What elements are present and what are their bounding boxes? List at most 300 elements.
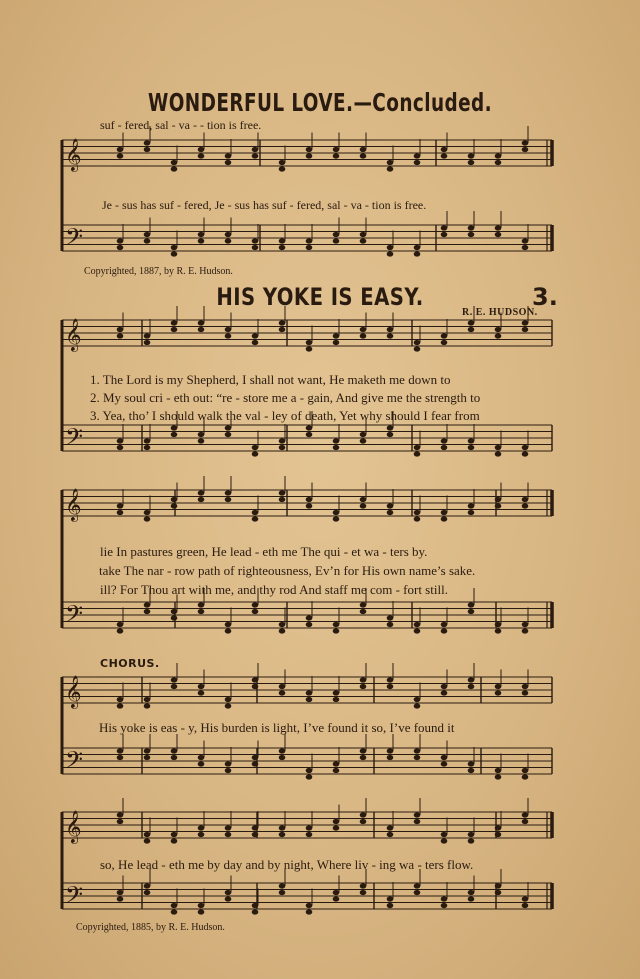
system-1-bass-note	[522, 238, 529, 243]
system-4-bass-note	[279, 755, 286, 760]
system-2-bass-note	[225, 432, 232, 437]
system-2-treble-note	[225, 327, 232, 332]
system-5-bass-note	[225, 890, 232, 895]
system-5-treble-note	[441, 838, 448, 843]
system-4-bass-clef: 𝄢	[65, 746, 84, 779]
system-2-bass-note	[144, 438, 151, 443]
system-3-bass-note	[225, 622, 232, 627]
system-4-bass-note	[144, 748, 151, 753]
system-3-bass-note	[117, 628, 124, 633]
system-5-treble-note	[198, 832, 205, 837]
system-3-bass-note	[171, 615, 178, 620]
system-4-bass-note	[279, 748, 286, 753]
system-4-bass-note	[117, 748, 124, 753]
system-3-bass-note	[279, 622, 286, 627]
system-2-treble-note	[495, 333, 502, 338]
system-2-bass-note	[198, 432, 205, 437]
system-1-treble-note	[522, 147, 529, 152]
system-1-treble-note	[225, 160, 232, 165]
system-3-bass-note	[198, 602, 205, 607]
system-3-bass-note	[279, 628, 286, 633]
system-1-treble-note	[414, 160, 421, 165]
system-2-treble-note	[144, 340, 151, 345]
system-3-treble-note	[414, 510, 421, 515]
system-4-treble-note	[387, 684, 394, 689]
system-5-treble-note	[414, 819, 421, 824]
system-1-treble-note	[441, 153, 448, 158]
system-5-bass-note	[171, 903, 178, 908]
system-3-treble-note	[198, 497, 205, 502]
system-4-bass-note	[387, 748, 394, 753]
verse-1-line-1: 1. The Lord is my Shepherd, I shall not want, He maketh me down to	[90, 372, 451, 387]
system-2-bass-note	[252, 451, 259, 456]
system-5-treble-note	[306, 825, 313, 830]
system-2-treble-note	[441, 333, 448, 338]
system-4-treble-note	[252, 677, 259, 682]
system-1-bass-note	[414, 245, 421, 250]
system-3-treble-note	[225, 490, 232, 495]
system-3-treble-note	[225, 497, 232, 502]
verse-1-line-2: lie In pastures green, He lead - eth me The qui - et wa - ters by.	[100, 544, 428, 559]
system-1-treble-note	[468, 160, 475, 165]
system-4-treble-note	[522, 690, 529, 695]
system-5-treble-note	[387, 832, 394, 837]
system-5-bass-note	[414, 890, 421, 895]
system-2-bass-note	[522, 445, 529, 450]
system-2-treble-note	[171, 327, 178, 332]
system-3-bass-note	[387, 615, 394, 620]
system-3-bass-note	[198, 609, 205, 614]
system-5-bass-note	[252, 909, 259, 914]
system-2-bass-note	[414, 445, 421, 450]
system-3-treble-note	[333, 516, 340, 521]
system-1-treble-note	[360, 147, 367, 152]
system-3-bass-note	[306, 622, 313, 627]
system-4-treble-note	[333, 697, 340, 702]
system-4-bass-note	[468, 768, 475, 773]
system-4-treble-note	[171, 684, 178, 689]
system-2-treble-note	[279, 327, 286, 332]
system-2-bass-note	[441, 438, 448, 443]
system-4-bass-note	[225, 768, 232, 773]
system-5-bass-note	[522, 903, 529, 908]
system-1-bass-note	[495, 232, 502, 237]
system-2-treble-note	[117, 333, 124, 338]
system-5-bass-note	[279, 883, 286, 888]
system-3-bass-note	[252, 602, 259, 607]
system-4-bass-note	[495, 774, 502, 779]
system-5-treble-note	[252, 825, 259, 830]
system-4-bass-note	[144, 755, 151, 760]
system-1-treble-note	[495, 153, 502, 158]
system-5-bass-note	[225, 896, 232, 901]
system-3-bass-note	[495, 622, 502, 627]
system-1-treble-note	[225, 153, 232, 158]
system-1-bass-note	[279, 245, 286, 250]
system-1-bass-note	[171, 245, 178, 250]
system-1-bass-note	[171, 251, 178, 256]
system-2-treble-note	[225, 333, 232, 338]
system-5-bass-note	[117, 890, 124, 895]
system-5-treble-note	[279, 825, 286, 830]
system-3-bass-note	[387, 622, 394, 627]
system-3-bass-note	[252, 609, 259, 614]
system-2-treble-clef: 𝄞	[65, 318, 82, 351]
system-3-bass-note	[225, 628, 232, 633]
system-2-bass-note	[333, 438, 340, 443]
chorus-label: CHORUS.	[100, 657, 160, 670]
system-3-treble-note	[495, 497, 502, 502]
system-3-treble-note	[360, 497, 367, 502]
system-2-treble-note	[117, 327, 124, 332]
system-1-bass-note	[279, 238, 286, 243]
system-3-bass-note	[495, 628, 502, 633]
system-3-bass-clef: 𝄢	[65, 600, 84, 633]
system-1-bass-note	[333, 238, 340, 243]
system-3-treble-clef: 𝄞	[65, 488, 82, 521]
system-2-bass-note	[468, 438, 475, 443]
system-2-bass-note	[522, 451, 529, 456]
system-4-bass-note	[360, 748, 367, 753]
verse-2-line-2: take The nar - row path of righteousness, Ev’n for His own name’s sake.	[99, 563, 476, 578]
system-3-treble-note	[171, 503, 178, 508]
system-1-treble-note	[144, 140, 151, 145]
system-1-treble-note	[333, 153, 340, 158]
hymn-number: 3.	[532, 283, 558, 311]
system-4-treble-note	[306, 697, 313, 702]
system-4-treble-note	[441, 690, 448, 695]
system-4-bass-note	[360, 755, 367, 760]
verse-2-line-1: 2. My soul cri - eth out: “re - store me a - gain, And give me the strength to	[90, 390, 481, 405]
lyric-line-top: suf - fered, sal - va - - tion is free.	[100, 118, 262, 132]
system-5-bass-note	[360, 883, 367, 888]
system-2-treble-note	[495, 327, 502, 332]
system-5-treble-note	[144, 838, 151, 843]
verse-3-line-1: 3. Yea, tho’ I should walk the val - ley of death, Yet why should I fear from	[90, 408, 480, 423]
system-5-treble-note	[495, 825, 502, 830]
system-5-treble-note	[333, 825, 340, 830]
system-4-treble-note	[414, 703, 421, 708]
system-2-bass-note	[333, 445, 340, 450]
system-1-treble-note	[495, 160, 502, 165]
system-2-treble-note	[414, 340, 421, 345]
system-1-bass-note	[441, 225, 448, 230]
system-3-treble-note	[279, 497, 286, 502]
system-4-bass-note	[225, 761, 232, 766]
system-5-bass-note	[468, 896, 475, 901]
system-3-bass-note	[360, 609, 367, 614]
system-2-treble-note	[333, 340, 340, 345]
system-2-bass-note	[306, 432, 313, 437]
composer-credit: R. E. HUDSON.	[462, 307, 538, 318]
system-4-bass-note	[333, 761, 340, 766]
system-4-bass-note	[441, 761, 448, 766]
system-2-bass-note	[495, 451, 502, 456]
system-2-treble-note	[306, 340, 313, 345]
system-3-treble-note	[387, 503, 394, 508]
system-1-bass-note	[225, 238, 232, 243]
system-5-bass-note	[306, 909, 313, 914]
system-5-treble-note	[225, 832, 232, 837]
system-4-treble-note	[414, 697, 421, 702]
copyright-note-1885: Copyrighted, 1885, by R. E. Hudson.	[76, 922, 225, 933]
system-3-treble-note	[468, 510, 475, 515]
system-5-treble-note	[441, 832, 448, 837]
system-4-bass-note	[306, 768, 313, 773]
system-5-treble-note	[333, 819, 340, 824]
system-1-treble-note	[279, 166, 286, 171]
system-2-treble-note	[522, 327, 529, 332]
system-5-treble-note	[468, 838, 475, 843]
system-3-treble-note	[441, 516, 448, 521]
system-3-bass-note	[171, 609, 178, 614]
system-3-treble-note	[117, 510, 124, 515]
system-5-bass-note	[198, 903, 205, 908]
system-3-treble-note	[441, 510, 448, 515]
system-5-treble-note	[414, 812, 421, 817]
system-4-treble-note	[279, 690, 286, 695]
system-4-treble-note	[360, 677, 367, 682]
verse-3-line-2: ill? For Thou art with me, and thy rod And staff me com - fort still.	[100, 582, 448, 597]
system-2-treble-note	[252, 340, 259, 345]
system-2-treble-note	[333, 333, 340, 338]
system-1-bass-note	[306, 245, 313, 250]
system-4-treble-note	[252, 684, 259, 689]
system-1-bass-note	[333, 232, 340, 237]
system-5-treble-note	[522, 819, 529, 824]
system-5-treble-note	[495, 832, 502, 837]
system-1-bass-note	[495, 225, 502, 230]
system-4-treble-note	[171, 677, 178, 682]
system-5-bass-note	[468, 890, 475, 895]
system-4-treble-note	[441, 684, 448, 689]
system-5-bass-note	[171, 909, 178, 914]
system-2-treble-note	[468, 320, 475, 325]
system-5-treble-note	[144, 832, 151, 837]
system-1-treble-note	[171, 166, 178, 171]
system-3-bass-note	[441, 622, 448, 627]
system-4-treble-note	[468, 684, 475, 689]
system-2-treble-note	[171, 320, 178, 325]
system-1-treble-note	[198, 153, 205, 158]
system-1-treble-note	[468, 153, 475, 158]
system-4-treble-note	[387, 677, 394, 682]
system-2-bass-note	[387, 425, 394, 430]
system-5-bass-note	[144, 883, 151, 888]
system-2-bass-note	[414, 451, 421, 456]
system-5-treble-note	[171, 838, 178, 843]
system-1-treble-note	[117, 147, 124, 152]
system-2-treble-note	[387, 327, 394, 332]
system-4-bass-note	[414, 748, 421, 753]
system-2-treble-note	[468, 327, 475, 332]
system-5-treble-clef: 𝄞	[65, 810, 82, 843]
system-3-treble-note	[144, 516, 151, 521]
system-4-treble-note	[144, 697, 151, 702]
system-2-treble-note	[360, 327, 367, 332]
system-3-bass-note	[414, 628, 421, 633]
system-2-bass-clef: 𝄢	[65, 423, 84, 456]
system-5-bass-note	[279, 890, 286, 895]
system-4-bass-note	[198, 761, 205, 766]
system-2-bass-note	[279, 445, 286, 450]
system-4-treble-note	[495, 684, 502, 689]
system-3-treble-note	[414, 516, 421, 521]
system-2-bass-note	[495, 445, 502, 450]
system-3-bass-note	[522, 628, 529, 633]
system-4-bass-note	[117, 755, 124, 760]
system-2-treble-note	[144, 333, 151, 338]
system-1-treble-note	[306, 153, 313, 158]
system-1-bass-note	[252, 245, 259, 250]
system-3-treble-note	[144, 510, 151, 515]
system-1-bass-note	[117, 238, 124, 243]
system-1-bass-note	[198, 238, 205, 243]
system-1-bass-note	[522, 245, 529, 250]
system-3-treble-note	[495, 503, 502, 508]
system-4-treble-note	[360, 684, 367, 689]
system-5-bass-note	[441, 896, 448, 901]
system-1-treble-note	[414, 153, 421, 158]
copyright-note-1887: Copyrighted, 1887, by R. E. Hudson.	[84, 266, 233, 277]
system-3-treble-note	[252, 510, 259, 515]
system-4-treble-note	[117, 703, 124, 708]
system-3-treble-note	[252, 516, 259, 521]
system-4-treble-note	[198, 690, 205, 695]
system-4-bass-note	[387, 755, 394, 760]
song-title-wonderful-love: WONDERFUL LOVE.—Concluded.	[147, 88, 493, 117]
system-1-bass-note	[252, 238, 259, 243]
system-2-treble-note	[279, 320, 286, 325]
system-3-treble-note	[333, 510, 340, 515]
system-2-bass-note	[171, 432, 178, 437]
system-4-treble-note	[333, 690, 340, 695]
system-5-treble-note	[387, 825, 394, 830]
system-4-bass-note	[468, 761, 475, 766]
system-4-bass-note	[441, 755, 448, 760]
system-2-treble-note	[522, 320, 529, 325]
system-4-bass-note	[306, 774, 313, 779]
system-1-treble-note	[171, 160, 178, 165]
system-4-treble-note	[225, 697, 232, 702]
system-3-treble-note	[306, 503, 313, 508]
system-1-bass-note	[225, 232, 232, 237]
system-5-bass-note	[252, 903, 259, 908]
system-1-treble-note	[522, 140, 529, 145]
system-4-treble-note	[144, 703, 151, 708]
system-4-treble-note	[225, 703, 232, 708]
system-3-treble-note	[117, 503, 124, 508]
system-4-bass-note	[522, 768, 529, 773]
system-3-bass-note	[414, 622, 421, 627]
chorus-line-1: His yoke is eas - y, His burden is light, I’ve found it so, I’ve found it	[99, 720, 455, 735]
system-3-bass-note	[333, 628, 340, 633]
system-5-treble-note	[360, 812, 367, 817]
system-2-treble-note	[198, 327, 205, 332]
system-3-treble-note	[522, 503, 529, 508]
system-5-bass-note	[522, 896, 529, 901]
system-5-bass-note	[414, 883, 421, 888]
system-1-bass-note	[144, 232, 151, 237]
system-3-treble-note	[522, 497, 529, 502]
system-4-bass-note	[252, 755, 259, 760]
system-5-treble-note	[360, 819, 367, 824]
system-5-bass-note	[198, 909, 205, 914]
system-5-treble-note	[279, 832, 286, 837]
system-5-bass-note	[360, 890, 367, 895]
system-4-treble-note	[522, 684, 529, 689]
system-3-treble-note	[279, 490, 286, 495]
system-3-treble-note	[360, 503, 367, 508]
system-1-treble-note	[198, 147, 205, 152]
system-4-bass-note	[522, 774, 529, 779]
system-2-bass-note	[441, 445, 448, 450]
system-1-treble-note	[144, 147, 151, 152]
system-1-bass-note	[306, 238, 313, 243]
system-2-bass-note	[225, 425, 232, 430]
system-2-treble-note	[252, 333, 259, 338]
system-1-treble-note	[279, 160, 286, 165]
system-4-bass-note	[171, 755, 178, 760]
system-5-bass-note	[387, 903, 394, 908]
system-4-treble-note	[468, 677, 475, 682]
system-5-bass-note	[333, 890, 340, 895]
system-1-treble-note	[441, 147, 448, 152]
system-2-bass-note	[117, 438, 124, 443]
system-3-bass-note	[522, 622, 529, 627]
system-4-bass-note	[414, 755, 421, 760]
system-5-treble-note	[117, 819, 124, 824]
system-1-bass-note	[360, 232, 367, 237]
system-5-bass-note	[117, 896, 124, 901]
system-1-treble-note	[117, 153, 124, 158]
system-2-bass-note	[360, 432, 367, 437]
system-4-bass-note	[333, 768, 340, 773]
system-1-bass-note	[387, 251, 394, 256]
system-5-bass-note	[495, 890, 502, 895]
system-1-treble-note	[387, 160, 394, 165]
system-3-bass-note	[144, 602, 151, 607]
system-1-treble-note	[306, 147, 313, 152]
system-4-bass-note	[252, 761, 259, 766]
system-2-bass-note	[387, 432, 394, 437]
system-4-treble-clef: 𝄞	[65, 675, 82, 708]
system-3-treble-note	[171, 497, 178, 502]
system-5-bass-note	[144, 890, 151, 895]
system-2-bass-note	[171, 425, 178, 430]
system-1-bass-note	[441, 232, 448, 237]
song-title-his-yoke-is-easy: HIS YOKE IS EASY.	[216, 283, 424, 311]
system-1-bass-note	[468, 225, 475, 230]
system-1-treble-note	[252, 153, 259, 158]
system-3-bass-note	[360, 602, 367, 607]
system-4-bass-note	[171, 748, 178, 753]
system-5-bass-note	[441, 903, 448, 908]
system-5-treble-note	[117, 812, 124, 817]
system-4-bass-note	[495, 768, 502, 773]
system-3-bass-note	[144, 609, 151, 614]
system-5-bass-clef: 𝄢	[65, 881, 84, 914]
system-1-bass-note	[468, 232, 475, 237]
system-5-treble-note	[522, 812, 529, 817]
system-2-treble-note	[360, 333, 367, 338]
system-1-bass-note	[360, 238, 367, 243]
system-5-bass-note	[387, 896, 394, 901]
system-1-bass-clef: 𝄢	[65, 223, 84, 256]
chorus-line-2: so, He lead - eth me by day and by night, Where liv - ing wa - ters flow.	[100, 857, 474, 872]
system-1-bass-note	[198, 232, 205, 237]
system-5-bass-note	[495, 883, 502, 888]
